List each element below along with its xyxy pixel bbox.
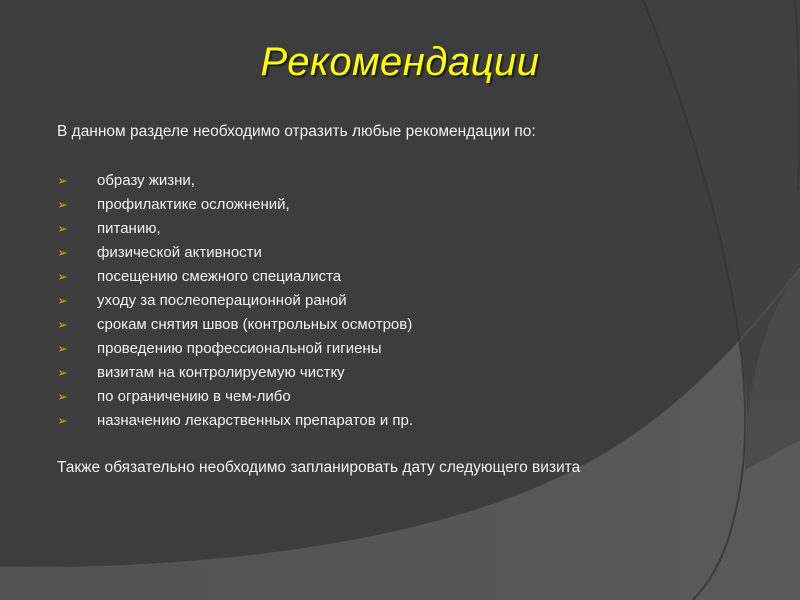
closing-paragraph: Также обязательно необходимо запланировать дату следующего визита xyxy=(57,459,581,476)
list-item xyxy=(57,241,757,265)
list-item-label: уходу за послеоперационной раной xyxy=(97,292,347,309)
list-item-label: визитам на контролируемую чистку xyxy=(97,364,345,381)
intro-paragraph: В данном разделе необходимо отразить любые рекомендации по: xyxy=(57,123,536,140)
arrow-bullet-icon: ➢ xyxy=(57,317,68,332)
list-item xyxy=(57,289,757,313)
slide-title: Рекомендации xyxy=(260,40,540,84)
arrow-bullet-icon: ➢ xyxy=(57,269,68,284)
list-item-label: срокам снятия швов (контрольных осмотров) xyxy=(97,316,413,333)
list-item-label: проведению профессиональной гигиены xyxy=(97,340,382,357)
arrow-bullet-icon: ➢ xyxy=(57,293,68,308)
list-item xyxy=(57,193,757,217)
list-item-label: назначению лекарственных препаратов и пр. xyxy=(97,412,414,429)
list-item xyxy=(57,337,757,361)
list-item-label: образу жизни, xyxy=(97,172,195,189)
list-item xyxy=(57,169,757,193)
list-item-label: посещению смежного специалиста xyxy=(97,268,342,285)
arrow-bullet-icon: ➢ xyxy=(57,389,68,404)
arrow-bullet-icon: ➢ xyxy=(57,221,68,236)
slide-body xyxy=(57,122,757,478)
list-item-label: по ограничению в чем-либо xyxy=(97,388,291,405)
arrow-bullet-icon: ➢ xyxy=(57,365,68,380)
arrow-bullet-icon: ➢ xyxy=(57,245,68,260)
recommendations-list xyxy=(57,169,757,433)
arrow-bullet-icon: ➢ xyxy=(57,197,68,212)
list-item xyxy=(57,409,757,433)
list-item-label: профилактике осложнений, xyxy=(97,196,290,213)
arrow-bullet-icon: ➢ xyxy=(57,413,68,428)
list-item xyxy=(57,313,757,337)
list-item xyxy=(57,217,757,241)
list-item xyxy=(57,361,757,385)
arrow-bullet-icon: ➢ xyxy=(57,173,68,188)
list-item-label: питанию, xyxy=(97,220,161,237)
list-item xyxy=(57,265,757,289)
list-item-label: физической активности xyxy=(97,244,262,261)
list-item xyxy=(57,385,757,409)
arrow-bullet-icon: ➢ xyxy=(57,341,68,356)
